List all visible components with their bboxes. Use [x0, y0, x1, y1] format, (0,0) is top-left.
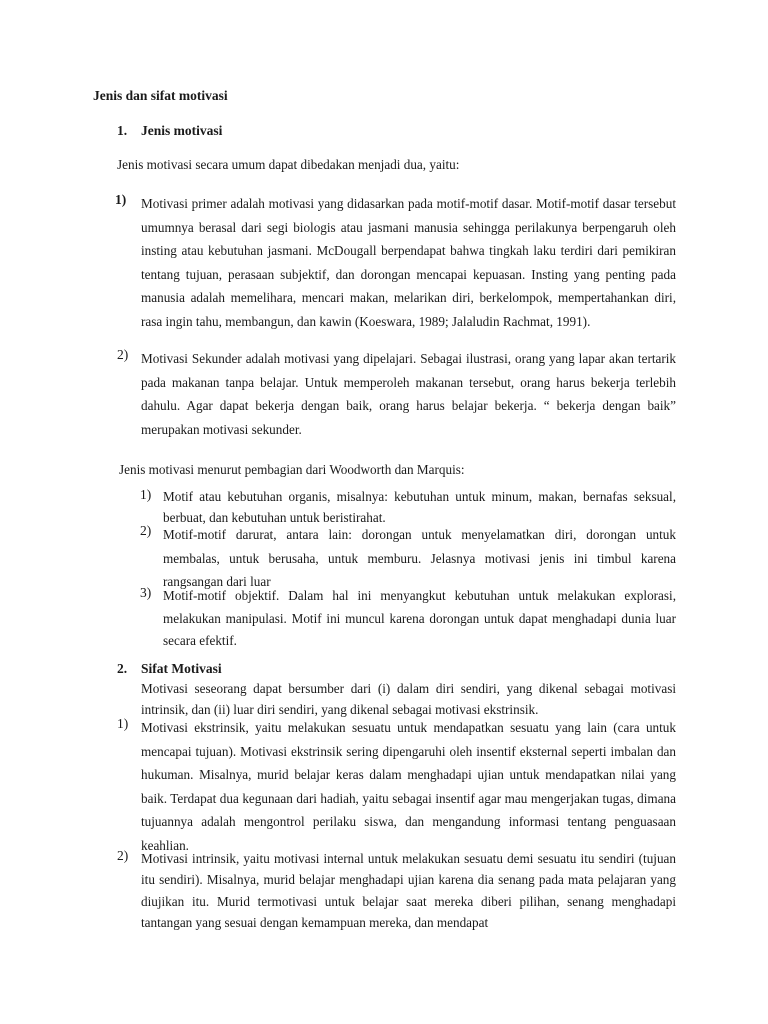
- woodworth-intro: Jenis motivasi menurut pembagian dari Woodworth dan Marquis:: [119, 462, 465, 477]
- list-item-marker: 1): [140, 487, 152, 502]
- list-item-text: Motif-motif objektif. Dalam hal ini menyangkut kebutuhan untuk melakukan explorasi, melakukan manipulasi. Motif ini muncul karena dorongan untuk dapat menghadapi dunia luar secara efektif.: [163, 588, 676, 648]
- list-item-text: Motivasi intrinsik, yaitu motivasi internal untuk melakukan sesuatu demi sesuatu itu sendiri (tujuan itu sendiri). Misalnya, murid belajar menghadapi ujian karena dia senang pada mata pelajaran yang diujikan itu. Murid termotivasi untuk belajar saat mereka diberi pilihan, senang menghadapi tantangan yang sesuai dengan kemampuan mereka, dan mendapat: [141, 851, 676, 930]
- section2-number: 2.: [117, 661, 128, 676]
- document-title: Jenis dan sifat motivasi: [93, 88, 228, 103]
- list-item-text: Motif-motif darurat, antara lain: dorongan untuk menyelamatkan diri, dorongan untuk membalas, untuk berusaha, untuk memburu. Jelasnya motivasi jenis ini timbul karena rangsangan dari luar: [163, 527, 676, 589]
- section2-heading: Sifat Motivasi: [141, 661, 222, 676]
- section2-intro: Motivasi seseorang dapat bersumber dari (i) dalam diri sendiri, yang dikenal sebagai motivasi intrinsik, dan (ii) luar diri sendiri, yang dikenal sebagai motivasi ekstrinsik.: [141, 681, 676, 717]
- section1-heading: Jenis motivasi: [141, 123, 223, 138]
- section1-number: 1.: [117, 123, 128, 138]
- list-item-marker: 2): [117, 347, 129, 362]
- list-item-text: Motivasi primer adalah motivasi yang didasarkan pada motif-motif dasar. Motif-motif dasar tersebut umumnya berasal dari segi biologis atau jasmani manusia sehingga perilakunya berpengaruh oleh insting atau kebutuhan jasmani. McDougall berpendapat bahwa tingkah laku terdiri dari pemikiran tentang tujuan, perasaan subjektif, dan dorongan mencapai kepuasan. Insting yang penting pada manusia adalah memelihara, mencari makan, melarikan diri, berkelompok, mempertahankan diri, rasa ingin tahu, membangun, dan kawin (Koeswara, 1989; Jalaludin Rachmat, 1991).: [141, 196, 676, 329]
- list-item-marker: 2): [117, 848, 129, 863]
- list-item-marker: 3): [140, 585, 152, 600]
- list-item-marker: 1): [115, 192, 127, 207]
- section1-intro: Jenis motivasi secara umum dapat dibedakan menjadi dua, yaitu:: [117, 157, 460, 172]
- list-item-text: Motif atau kebutuhan organis, misalnya: kebutuhan untuk minum, makan, bernafas seksual, berbuat, dan kebutuhan untuk beristirahat.: [163, 489, 676, 525]
- list-item-text: Motivasi Sekunder adalah motivasi yang dipelajari. Sebagai ilustrasi, orang yang lapar akan tertarik pada makanan tanpa belajar. Untuk memperoleh makanan tersebut, orang harus bekerja terlebih dahulu. Agar dapat bekerja dengan baik, orang harus belajar bekerja. “ bekerja dengan baik” merupakan motivasi sekunder.: [141, 351, 676, 437]
- list-item-marker: 2): [140, 523, 152, 538]
- list-item-text: Motivasi ekstrinsik, yaitu melakukan sesuatu untuk mendapatkan sesuatu yang lain (cara untuk mencapai tujuan). Motivasi ekstrinsik sering dipengaruhi oleh insentif eksternal seperti imbalan dan hukuman. Misalnya, murid belajar keras dalam menghadapi ujian untuk mendapatkan nilai yang baik. Terdapat dua kegunaan dari hadiah, yaitu sebagai insentif agar mau mengerjakan tugas, dimana tujuannya adalah mengontrol perilaku siswa, dan mengandung informasi tentang penguasaan keahlian.: [141, 720, 676, 853]
- list-item-marker: 1): [117, 716, 129, 731]
